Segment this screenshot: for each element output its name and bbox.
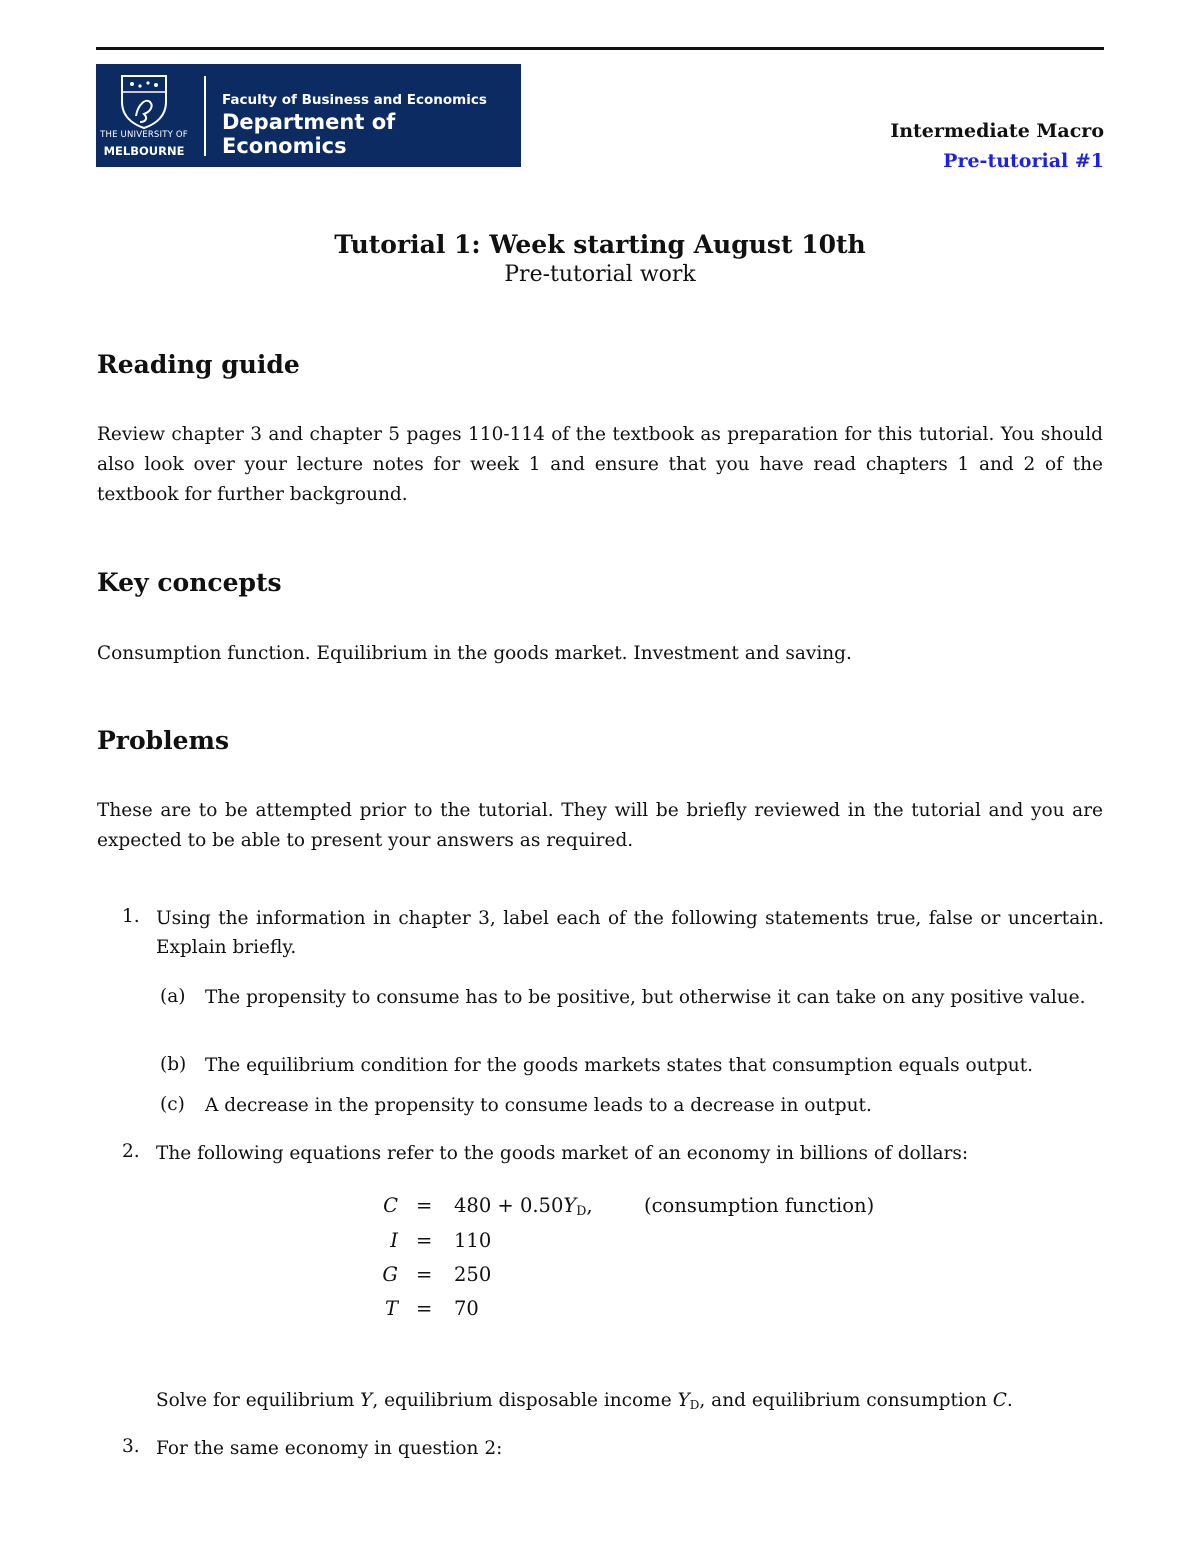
problems-intro: These are to be attempted prior to the tutorial. They will be briefly reviewed in the tutorial and you are expected to be able to present your answers as required.	[97, 800, 1103, 851]
problems-heading: Problems	[97, 726, 230, 755]
title-block	[0, 229, 1200, 289]
question-1-text: Using the information in chapter 3, label each of the following statements true, false or uncertain. Explain briefly.	[156, 908, 1104, 958]
question-2-number: 2.	[122, 1141, 140, 1162]
equation-c-rhs	[454, 1194, 593, 1218]
equation-t-lhs: T	[384, 1297, 398, 1320]
equation-c-lhs: C	[383, 1194, 398, 1217]
equation-i-rhs: 110	[454, 1229, 492, 1252]
solve-y: Y	[360, 1390, 373, 1411]
equation-c-note: (consumption function)	[644, 1194, 875, 1217]
solve-pre: Solve for equilibrium	[156, 1390, 361, 1411]
question-1a-text: The propensity to consume has to be positive, but otherwise it can take on any positive value.	[205, 987, 1086, 1008]
page-title: Tutorial 1: Week starting August 10th	[334, 230, 866, 259]
logo-divider	[204, 76, 206, 156]
reading-guide-text: Review chapter 3 and chapter 5 pages 110-114 of the textbook as preparation for this tutorial. You should also look over your lecture notes for week 1 and ensure that you have read chapters 1 and 2 of the textbook for further background.	[97, 424, 1103, 505]
key-concepts-heading: Key concepts	[97, 568, 282, 597]
question-1b-text: The equilibrium condition for the goods markets states that consumption equals output.	[205, 1055, 1034, 1076]
equation-t-rhs: 70	[454, 1297, 479, 1320]
crest-icon	[116, 72, 172, 130]
equation-c-equals: =	[416, 1194, 433, 1217]
solve-mid: , equilibrium disposable income	[372, 1390, 678, 1411]
solve-yd-sub: D	[689, 1398, 700, 1412]
equation-c-rhs-main: 480 + 0.50	[454, 1194, 564, 1217]
solve-mid2: , and equilibrium consumption	[699, 1390, 993, 1411]
course-subtitle: Pre-tutorial #1	[943, 150, 1104, 172]
solve-yd: Y	[677, 1390, 690, 1411]
faculty-name: Faculty of Business and Economics	[222, 92, 487, 108]
key-concepts-text: Consumption function. Equilibrium in the goods market. Investment and saving.	[97, 643, 852, 664]
course-info	[890, 116, 1104, 176]
equation-g-lhs: G	[382, 1263, 398, 1286]
equation-c-rhs-sub: D	[576, 1203, 587, 1219]
equation-g-rhs: 250	[454, 1263, 492, 1286]
course-name: Intermediate Macro	[890, 120, 1104, 142]
department-name: Department of Economics	[222, 110, 396, 158]
question-1b-label: (b)	[160, 1054, 187, 1075]
question-1a-label: (a)	[160, 986, 186, 1007]
question-3-text: For the same economy in question 2:	[156, 1438, 503, 1459]
equation-t-equals: =	[416, 1297, 433, 1320]
equation-g-equals: =	[416, 1263, 433, 1286]
solve-end: .	[1006, 1390, 1013, 1411]
equation-c-rhs-var: Y	[563, 1194, 577, 1217]
university-logo	[96, 64, 521, 167]
equation-i-equals: =	[416, 1229, 433, 1252]
equation-i-lhs: I	[390, 1229, 398, 1252]
university-name-line1: THE UNIVERSITY OF	[100, 130, 188, 140]
top-rule	[96, 47, 1104, 50]
university-name-line2: MELBOURNE	[103, 144, 185, 158]
solve-c: C	[992, 1390, 1007, 1411]
question-2-solve	[156, 1386, 1104, 1420]
question-2-text: The following equations refer to the goods market of an economy in billions of dollars:	[156, 1143, 969, 1164]
question-1-number: 1.	[122, 906, 140, 927]
page-subtitle: Pre-tutorial work	[504, 262, 696, 287]
reading-guide-heading: Reading guide	[97, 350, 300, 379]
equation-c-rhs-end: ,	[586, 1194, 593, 1217]
question-3-number: 3.	[122, 1436, 140, 1457]
question-1c-label: (c)	[160, 1094, 185, 1115]
question-1c-text: A decrease in the propensity to consume leads to a decrease in output.	[205, 1095, 872, 1116]
